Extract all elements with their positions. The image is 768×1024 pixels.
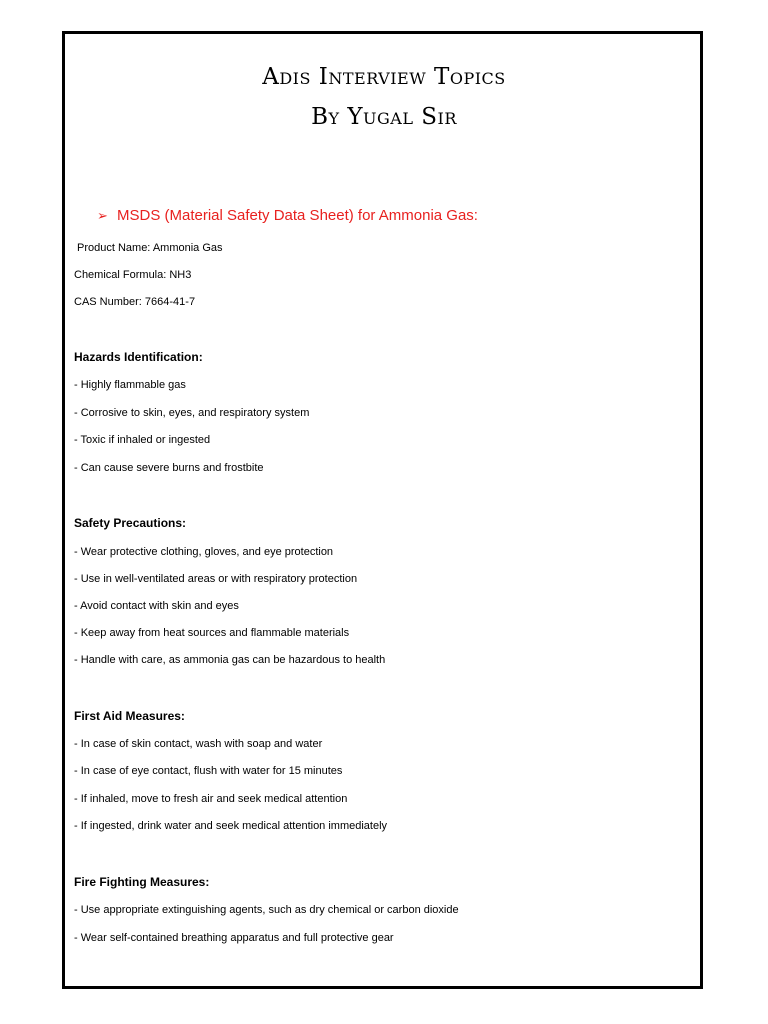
document-title: Adis Interview Topics — [262, 64, 506, 90]
first-aid-item: - If ingested, drink water and seek medical attention immediately — [74, 820, 388, 832]
safety-item: - Wear protective clothing, gloves, and eye protection — [74, 546, 334, 558]
safety-item: - Use in well-ventilated areas or with respiratory protection — [74, 573, 358, 585]
msds-heading-text: MSDS (Material Safety Data Sheet) for Ammonia Gas: — [117, 207, 478, 224]
product-name: Product Name: Ammonia Gas — [77, 242, 223, 254]
safety-item: - Avoid contact with skin and eyes — [74, 600, 239, 612]
hazards-item: - Highly flammable gas — [74, 379, 186, 391]
hazards-item: - Can cause severe burns and frostbite — [74, 462, 264, 474]
first-aid-item: - In case of skin contact, wash with soap and water — [74, 738, 323, 750]
first-aid-item: - If inhaled, move to fresh air and seek medical attention — [74, 793, 348, 805]
chemical-formula: Chemical Formula: NH3 — [74, 269, 192, 281]
safety-item: - Handle with care, as ammonia gas can be hazardous to health — [74, 654, 386, 666]
fire-fighting-item: - Use appropriate extinguishing agents, such as dry chemical or carbon dioxide — [74, 904, 459, 916]
hazards-item: - Toxic if inhaled or ingested — [74, 434, 211, 446]
page-border — [62, 31, 703, 989]
hazards-heading: Hazards Identification: — [74, 350, 203, 364]
fire-fighting-item: - Wear self-contained breathing apparatus and full protective gear — [74, 932, 394, 944]
cas-number: CAS Number: 7664-41-7 — [74, 296, 196, 308]
first-aid-heading: First Aid Measures: — [74, 709, 185, 723]
fire-fighting-heading: Fire Fighting Measures: — [74, 875, 210, 889]
safety-item: - Keep away from heat sources and flammable materials — [74, 627, 350, 639]
safety-heading: Safety Precautions: — [74, 516, 187, 530]
document-subtitle: By Yugal Sir — [311, 104, 457, 130]
first-aid-item: - In case of eye contact, flush with water for 15 minutes — [74, 765, 343, 777]
hazards-item: - Corrosive to skin, eyes, and respiratory system — [74, 407, 310, 419]
arrow-bullet-icon: ➢ — [97, 208, 108, 223]
msds-heading — [97, 207, 478, 224]
